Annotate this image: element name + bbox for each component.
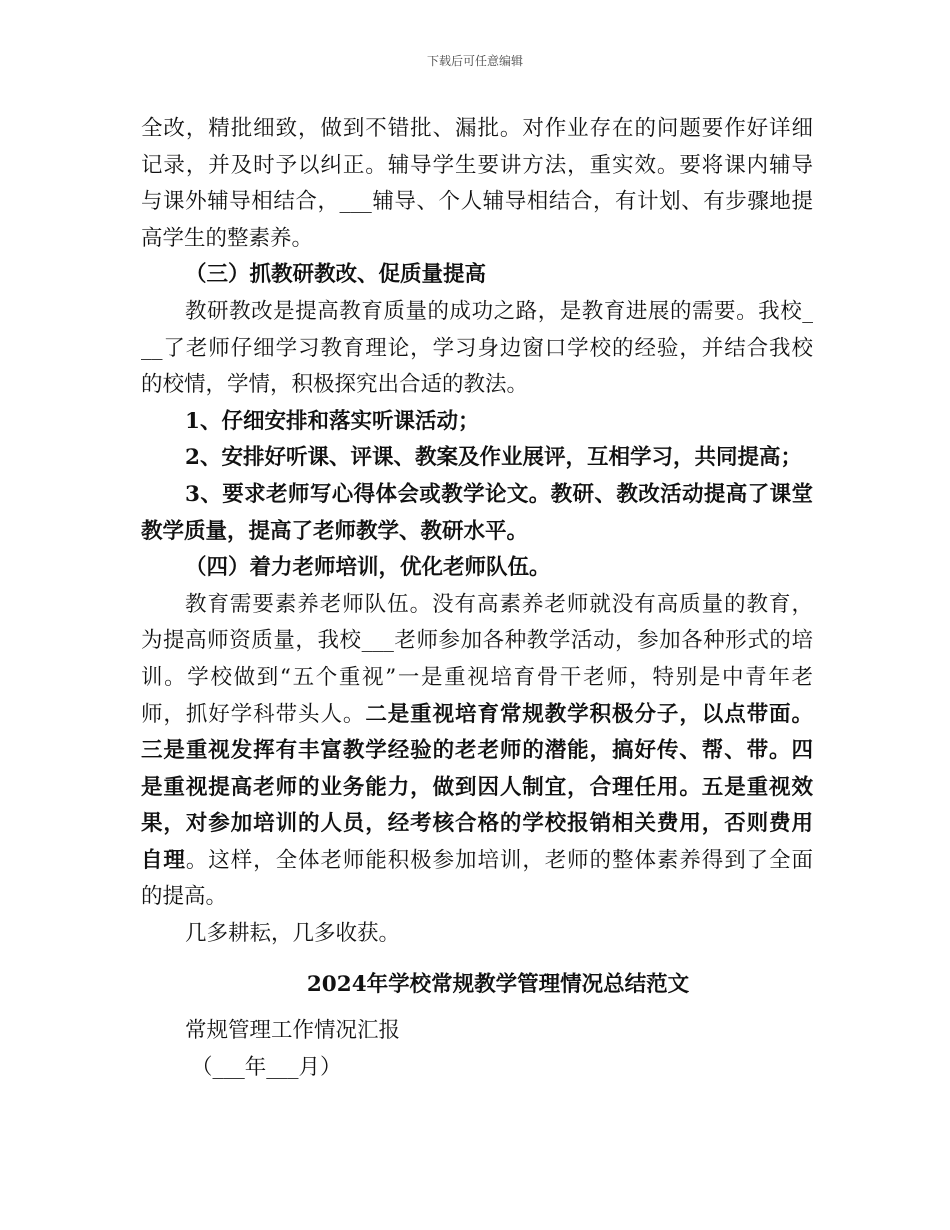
- section-heading-4: （四）着力老师培训，优化老师队伍。: [185, 555, 551, 581]
- text-line: __了老师仔细学习教育理论，学习身边窗口学校的经验，并结合我校: [141, 335, 813, 361]
- text-line: 教研教改是提高教育质量的成功之路，是教育进展的需要。我校_: [185, 298, 813, 324]
- list-item-1: 1、仔细安排和落实听课活动；: [185, 408, 480, 434]
- text-run: 。这样，全体老师能积极参加培训，老师的整体素养得到了全面: [185, 847, 813, 873]
- text-line: 三是重视发挥有丰富教学经验的老老师的潜能，搞好传、帮、带。四: [141, 738, 813, 764]
- closing-line: 几多耕耘，几多收获。: [185, 921, 401, 947]
- text-line: 为提高师资质量，我校___老师参加各种教学活动，参加各种形式的培: [141, 628, 813, 654]
- text-line: 训。学校做到“五个重视”一是重视培育骨干老师，特别是中青年老: [141, 664, 813, 690]
- section-heading-3: （三）抓教研教改、促质量提高: [185, 262, 487, 288]
- text-line: 全改，精批细致，做到不错批、漏批。对作业存在的问题要作好详细: [141, 116, 813, 141]
- text-line: 记录，并及时予以纠正。辅导学生要讲方法，重实效。要将课内辅导: [141, 152, 813, 178]
- text-line: [141, 697, 813, 734]
- document-body: [141, 111, 813, 1086]
- document-title: 2024年学校常规教学管理情况总结范文: [306, 971, 690, 997]
- text-run-bold: 是重视提高老师的业务能力，做到因人制宜，合理任用。: [141, 774, 702, 800]
- list-item-3-cont: 教学质量，提高了老师教学、教研水平。: [141, 518, 529, 544]
- paragraph-training: [141, 587, 813, 916]
- text-line: 与课外辅导相结合，___辅导、个人辅导相结合，有计划、有步骤地提: [141, 189, 813, 215]
- page-header: 下载后可任意编辑: [426, 54, 523, 68]
- text-line: 果，对参加培训的人员，经考核合格的学校报销相关费用，否则费用: [141, 811, 813, 837]
- text-line: 的校情，学情，积极探究出合适的教法。: [141, 372, 529, 398]
- date-placeholder: （___年___月）: [191, 1054, 342, 1080]
- paragraph-homework: [141, 111, 813, 257]
- text-run-bold: 二是重视培育常规教学积极分子，以点带面。: [365, 701, 813, 727]
- list-item-2: 2、安排好听课、评课、教案及作业展评，互相学习，共同提高；: [185, 445, 802, 471]
- text-run: 师，抓好学科带头人。: [141, 701, 366, 727]
- text-line: 的提高。: [141, 884, 228, 910]
- text-line: [141, 843, 813, 880]
- text-line: 教育需要素养老师队伍。没有高素养老师就没有高质量的教育，: [185, 591, 813, 617]
- text-run-bold: 自理: [141, 847, 186, 873]
- list-item-3: 3、要求老师写心得体会或教学论文。教研、教改活动提高了课堂: [185, 481, 813, 507]
- text-run-bold: 五是重视效: [701, 774, 813, 800]
- text-line: [141, 770, 813, 807]
- document-subtitle: 常规管理工作情况汇报: [185, 1018, 401, 1044]
- text-line: 高学生的整素养。: [141, 225, 314, 251]
- paragraph-research: [141, 294, 813, 404]
